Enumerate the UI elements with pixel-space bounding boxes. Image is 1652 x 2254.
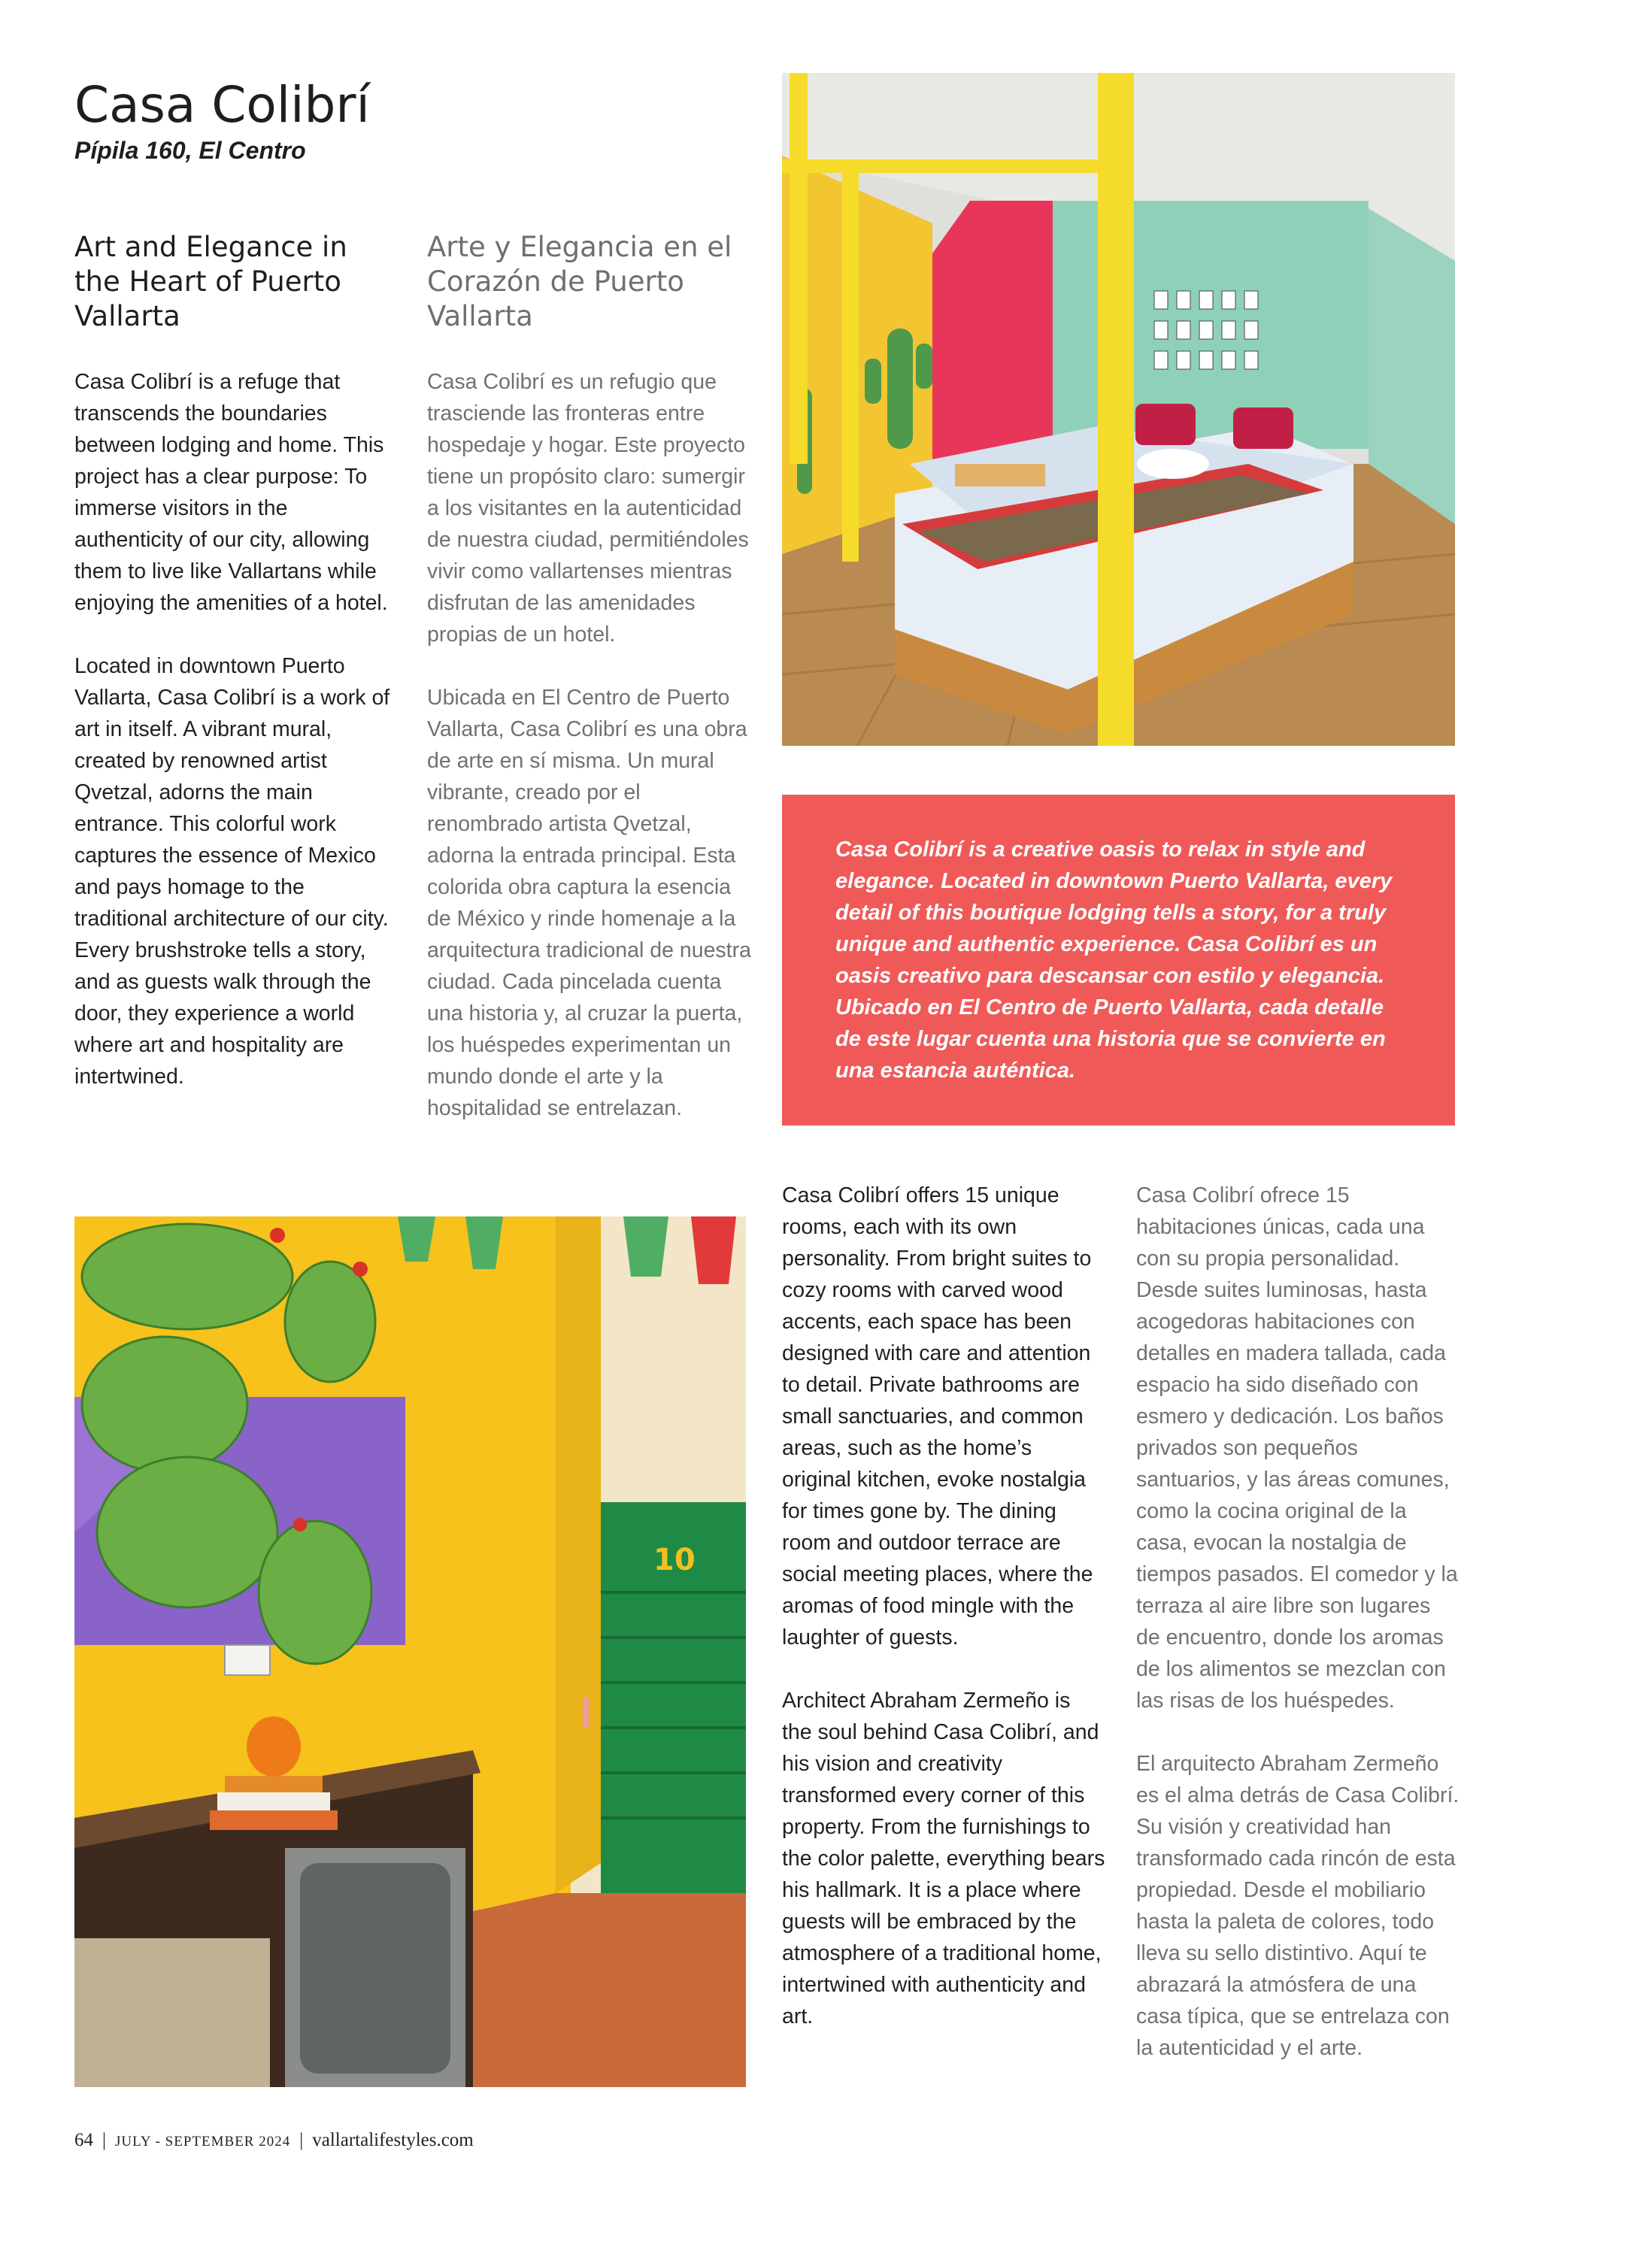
- heading-spanish: Arte y Elegancia en el Corazón de Puerto Vallarta: [427, 231, 732, 332]
- english-rooms-column: [782, 1180, 1105, 2032]
- spanish-rooms-paragraph-2: El arquitecto Abraham Zermeño es el alma detrás de Casa Colibrí. Su visión y creatividad han transformado cada rincón de esta propiedad. Desde el mobiliario hasta la paleta de colores, todo lleva su sello distintivo. Aquí te abrazará la atmósfera de una casa típica, que se entrelaza con la autenticidad y el arte.: [1136, 1752, 1460, 2060]
- spanish-intro-paragraph-2: Ubicada en El Centro de Puerto Vallarta, Casa Colibrí es una obra de arte en sí misma. Un mural vibrante, creado por el renombrado artista Qvetzal, adorna la entrada principal. Esta colorida obra captura la esencia de México y rinde homenaje a la arquitectura tradicional de nuestra ciudad. Cada pincelada cuenta una historia y, al cruzar la puerta, los huéspedes experimentan un mundo donde el arte y la hospitalidad se entrelazan.: [427, 686, 751, 1120]
- spanish-intro-paragraph-1: Casa Colibrí es un refugio que trasciende las fronteras entre hospedaje y hogar. Este proyecto tiene un propósito claro: sumergir a los visitantes en la autenticidad de nuestra ciudad, permitiéndoles vivir como vallartenses mientras disfrutan de las amenidades propias de un hotel.: [427, 370, 749, 647]
- article-title: Casa Colibrí: [74, 76, 370, 134]
- spanish-intro-column: [427, 366, 754, 1124]
- english-intro-paragraph-2: Located in downtown Puerto Vallarta, Casa Colibrí is a work of art in itself. A vibrant mural, created by renowned artist Qvetzal, adorns the main entrance. This colorful work captures the essence of Mexico and pays homage to the traditional architecture of our city. Every brushstroke tells a story, and as guests walk through the door, they experience a world where art and hospitality are intertwined.: [74, 654, 390, 1089]
- page-number: 64: [74, 2130, 93, 2150]
- heading-english: Art and Elegance in the Heart of Puerto Vallarta: [74, 231, 347, 332]
- website-link[interactable]: vallartalifestyles.com: [312, 2130, 474, 2150]
- english-intro-paragraph-1: Casa Colibrí is a refuge that transcends the boundaries between lodging and home. This project has a clear purpose: To immerse visitors in the authenticity of our city, allowing them to live like Vallartans while enjoying the amenities of a hotel.: [74, 370, 388, 615]
- issue-date: JULY - SEPTEMBER 2024: [115, 2134, 291, 2149]
- english-rooms-paragraph-1: Casa Colibrí offers 15 unique rooms, each with its own personality. From bright suites to cozy rooms with carved wood accents, each space has been designed with care and attention to detail. Private bathrooms are small sanctuaries, and common areas, such as the home’s original kitchen, evoke nostalgia for times gone by. The dining room and outdoor terrace are social meeting places, where the aromas of food mingle with the laughter of guests.: [782, 1183, 1093, 1650]
- article-address: Pípila 160, El Centro: [74, 137, 306, 164]
- page-footer: [74, 2129, 474, 2153]
- footer-separator: |: [299, 2130, 304, 2150]
- english-rooms-paragraph-2: Architect Abraham Zermeño is the soul behind Casa Colibrí, and his vision and creativity transformed every corner of this property. From the furnishings to the color palette, everything bears his hallmark. It is a place where guests will be embraced by the atmosphere of a traditional home, intertwined with authenticity and art.: [782, 1689, 1105, 2028]
- bedroom-photo: [782, 73, 1455, 746]
- bedroom-illustration: [782, 73, 1455, 746]
- english-intro-column: [74, 366, 402, 1092]
- room-interior-photo: [74, 1216, 746, 2087]
- pull-quote-box: [782, 795, 1455, 1125]
- footer-separator: |: [102, 2130, 107, 2150]
- room-interior-illustration: [74, 1216, 746, 2087]
- pull-quote-text: Casa Colibrí is a creative oasis to relax in style and elegance. Located in downtown Puerto Vallarta, every detail of this boutique lodging tells a story, for a truly unique and authentic experience. Casa Colibrí es un oasis creativo para descansar con estilo y elegancia. Ubicado en El Centro de Puerto Vallarta, cada detalle de este lugar cuenta una historia que se convierte en una estancia auténtica.: [835, 838, 1393, 1083]
- spanish-rooms-column: [1136, 1180, 1460, 2064]
- door-number: 10: [653, 1543, 696, 1577]
- spanish-rooms-paragraph-1: Casa Colibrí ofrece 15 habitaciones únicas, cada una con su propia personalidad. Desde suites luminosas, hasta acogedoras habitaciones con detalles en madera tallada, cada espacio ha sido diseñado con esmero y dedicación. Los baños privados son pequeños santuarios, y las áreas comunes, como la cocina original de la casa, evocan la nostalgia de tiempos pasados. El comedor y la terraza al aire libre son lugares de encuentro, donde los aromas de los alimentos se mezclan con las risas de los huéspedes.: [1136, 1183, 1458, 1713]
